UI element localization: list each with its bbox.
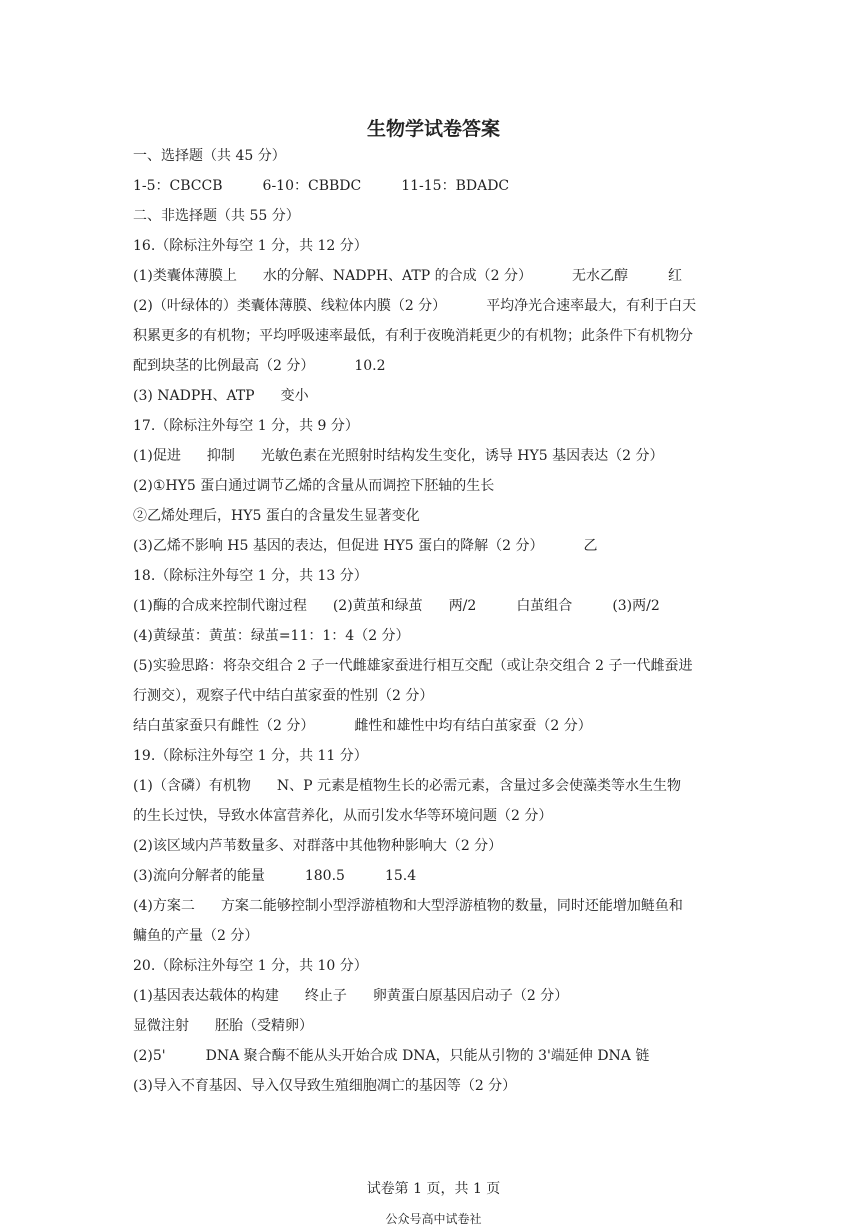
- q20-heading: 20.（除标注外每空 1 分，共 10 分）: [133, 958, 368, 974]
- q18-answer-4: (4)黄绿茧：黄茧：绿茧=11：1：4（2 分）: [133, 628, 410, 644]
- q18-answer-5: (5)实验思路：将杂交组合 2 子一代雌雄家蚕进行相互交配（或让杂交组合 2 子一代雌蚕进: [133, 658, 693, 674]
- section-2-heading: 二、非选择题（共 55 分）: [133, 208, 300, 224]
- watermark-text: 公众号高中试卷社: [385, 1212, 482, 1226]
- q16-answer-3: (3) NADPH、ATP 变小: [133, 388, 309, 404]
- q19-heading: 19.（除标注外每空 1 分，共 11 分）: [133, 748, 368, 764]
- q17-answer-2b: ②乙烯处理后，HY5 蛋白的含量发生显著变化: [133, 508, 420, 524]
- q16-answer-1: (1)类囊体薄膜上 水的分解、NADPH、ATP 的合成（2 分） 无水乙醇 红: [133, 268, 682, 284]
- q20-answer-2: (2)5' DNA 聚合酶不能从头开始合成 DNA，只能从引物的 3'端延伸 DNA 链: [133, 1048, 650, 1064]
- q19-answer-2: (2)该区域内芦苇数量多、对群落中其他物种影响大（2 分）: [133, 838, 503, 854]
- page-title: 生物学试卷答案: [366, 118, 500, 140]
- q16-heading: 16.（除标注外每空 1 分，共 12 分）: [133, 238, 368, 254]
- q20-answer-1-cont: 显微注射 胚胎（受精卵）: [133, 1018, 313, 1034]
- page-footer: 试卷第 1 页，共 1 页: [366, 1181, 501, 1197]
- q19-answer-1: (1)（含磷）有机物 N、P 元素是植物生长的必需元素，含量过多会使藻类等水生生物: [133, 778, 681, 794]
- q18-answer-5-result: 结白茧家蚕只有雌性（2 分） 雌性和雄性中均有结白茧家蚕（2 分）: [133, 718, 592, 734]
- q19-answer-1-cont: 的生长过快，导致水体富营养化，从而引发水华等环境问题（2 分）: [133, 808, 553, 824]
- q17-answer-3: (3)乙烯不影响 H5 基因的表达，但促进 HY5 蛋白的降解（2 分） 乙: [133, 538, 598, 554]
- q17-answer-1: (1)促进 抑制 光敏色素在光照射时结构发生变化，诱导 HY5 基因表达（2 分）: [133, 448, 664, 464]
- q19-answer-4-cont: 鳙鱼的产量（2 分）: [133, 928, 259, 944]
- q16-answer-2-end: 配到块茎的比例最高（2 分） 10.2: [133, 358, 386, 374]
- q16-answer-2: (2)（叶绿体的）类囊体薄膜、线粒体内膜（2 分） 平均净光合速率最大，有利于白天: [133, 298, 697, 314]
- q17-heading: 17.（除标注外每空 1 分，共 9 分）: [133, 418, 359, 434]
- q19-answer-4: (4)方案二 方案二能够控制小型浮游植物和大型浮游植物的数量，同时还能增加鲢鱼和: [133, 898, 683, 914]
- q20-answer-3: (3)导入不育基因、导入仅导致生殖细胞凋亡的基因等（2 分）: [133, 1078, 517, 1094]
- q16-answer-2-cont: 积累更多的有机物；平均呼吸速率最低，有利于夜晚消耗更少的有机物；此条件下有机物分: [133, 328, 693, 344]
- q17-answer-2: (2)①HY5 蛋白通过调节乙烯的含量从而调控下胚轴的生长: [133, 478, 495, 494]
- q19-answer-3: (3)流向分解者的能量 180.5 15.4: [133, 868, 417, 884]
- choice-answers: 1-5：CBCCB 6-10：CBBDC 11-15：BDADC: [133, 178, 510, 194]
- q18-answer-1: (1)酶的合成来控制代谢过程 (2)黄茧和绿茧 两/2 白茧组合 (3)两/2: [133, 598, 660, 614]
- section-1-heading: 一、选择题（共 45 分）: [133, 148, 286, 164]
- q18-heading: 18.（除标注外每空 1 分，共 13 分）: [133, 568, 368, 584]
- q20-answer-1: (1)基因表达载体的构建 终止子 卵黄蛋白原基因启动子（2 分）: [133, 988, 569, 1004]
- q18-answer-5-cont: 行测交），观察子代中结白茧家蚕的性别（2 分）: [133, 688, 434, 704]
